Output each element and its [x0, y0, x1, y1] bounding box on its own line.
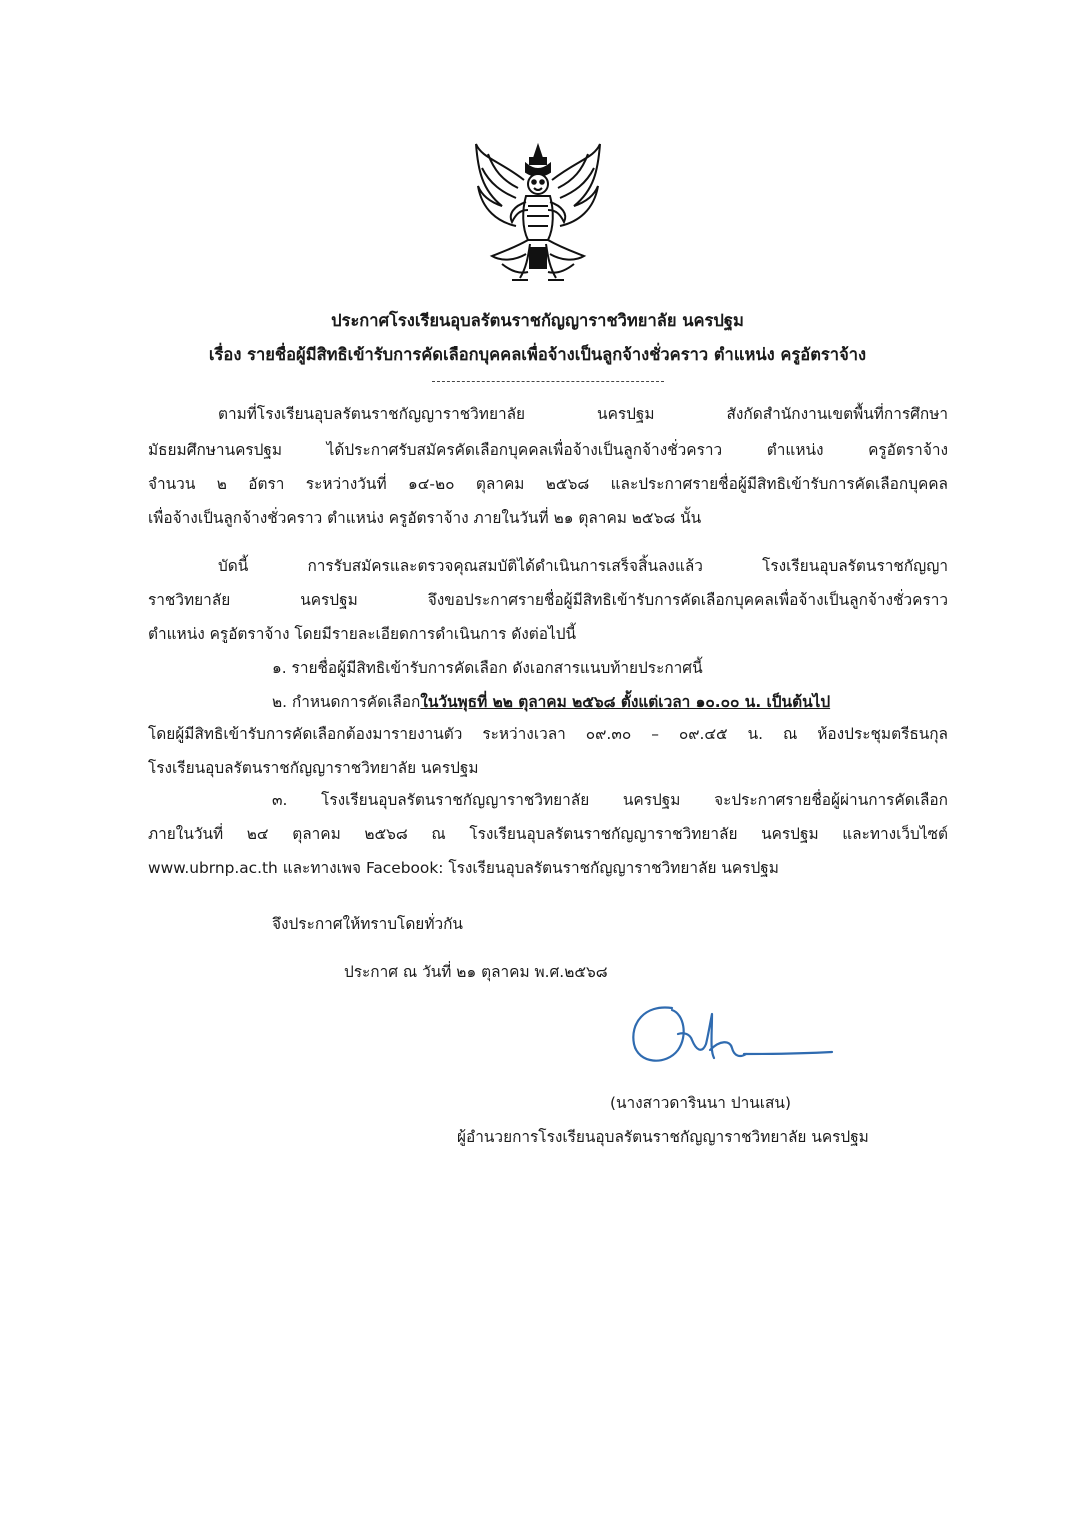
item-2-line-2: โดยผู้มีสิทธิเข้ารับการคัดเลือกต้องมารายงานตัว ระหว่างเวลา ๐๙.๓๐ – ๐๙.๔๕ น. ณ ห้องประชุมตรีธนกุล [148, 725, 948, 743]
signatory-position: ผู้อำนวยการโรงเรียนอุบลรัตนราชกัญญาราชวิทยาลัย นครปฐม [457, 1128, 869, 1146]
item-3-line-2: ภายในวันที่ ๒๔ ตุลาคม ๒๕๖๘ ณ โรงเรียนอุบลรัตนราชกัญญาราชวิทยาลัย นครปฐม และทางเว็บไซต์ [148, 825, 948, 843]
item-2-schedule-emphasis: ในวันพุธที่ ๒๒ ตุลาคม ๒๕๖๘ ตั้งแต่เวลา ๑๐.๐๐ น. เป็นต้นไป [420, 693, 831, 711]
announcement-date: ประกาศ ณ วันที่ ๒๑ ตุลาคม พ.ศ.๒๕๖๘ [344, 963, 608, 981]
para1-line-1: ตามที่โรงเรียนอุบลรัตนราชกัญญาราชวิทยาลัย นครปฐม สังกัดสำนักงานเขตพื้นที่การศึกษา [218, 405, 948, 423]
item-1: ๑. รายชื่อผู้มีสิทธิเข้ารับการคัดเลือก ดังเอกสารแนบท้ายประกาศนี้ [272, 659, 703, 677]
signatory-name: (นางสาวดารินนา ปานเสน) [610, 1094, 791, 1112]
para1-line-3: จำนวน ๒ อัตรา ระหว่างวันที่ ๑๔-๒๐ ตุลาคม ๒๕๖๘ และประกาศรายชื่อผู้มีสิทธิเข้ารับการคัดเลือกบุคคล [148, 475, 948, 493]
item-2-line-3: โรงเรียนอุบลรัตนราชกัญญาราชวิทยาลัย นครปฐม [148, 759, 479, 777]
para1-line-4: เพื่อจ้างเป็นลูกจ้างชั่วคราว ตำแหน่ง ครูอัตราจ้าง ภายในวันที่ ๒๑ ตุลาคม ๒๕๖๘ นั้น [148, 509, 702, 527]
title-divider [432, 381, 664, 382]
para2-line-3: ตำแหน่ง ครูอัตราจ้าง โดยมีรายละเอียดการดำเนินการ ดังต่อไปนี้ [148, 625, 577, 643]
para1-line-2: มัธยมศึกษานครปฐม ได้ประกาศรับสมัครคัดเลือกบุคคลเพื่อจ้างเป็นลูกจ้างชั่วคราว ตำแหน่ง ครูอัตราจ้าง [148, 441, 948, 459]
handwritten-signature [626, 994, 838, 1076]
para2-line-2: ราชวิทยาลัย นครปฐม จึงขอประกาศรายชื่อผู้มีสิทธิเข้ารับการคัดเลือกบุคคลเพื่อจ้างเป็นลูกจ้างชั่วคราว [148, 591, 948, 609]
announcement-subject: เรื่อง รายชื่อผู้มีสิทธิเข้ารับการคัดเลือกบุคคลเพื่อจ้างเป็นลูกจ้างชั่วคราว ตำแหน่ง ครูอัตราจ้าง [208, 345, 867, 364]
closing-statement: จึงประกาศให้ทราบโดยทั่วกัน [272, 915, 463, 933]
item-2 [272, 692, 830, 712]
para2-line-1: บัดนี้ การรับสมัครและตรวจคุณสมบัติได้ดำเนินการเสร็จสิ้นลงแล้ว โรงเรียนอุบลรัตนราชกัญญา [218, 557, 948, 575]
garuda-emblem-icon [468, 140, 608, 288]
item-3-line-1: ๓. โรงเรียนอุบลรัตนราชกัญญาราชวิทยาลัย นครปฐม จะประกาศรายชื่อผู้ผ่านการคัดเลือก [272, 791, 948, 809]
announcement-title: ประกาศโรงเรียนอุบลรัตนราชกัญญาราชวิทยาลัย นครปฐม [331, 311, 744, 330]
item-3-line-3: www.ubrnp.ac.th และทางเพจ Facebook: โรงเรียนอุบลรัตนราชกัญญาราชวิทยาลัย นครปฐม [148, 859, 779, 877]
item-2-prefix: ๒. กำหนดการคัดเลือก [272, 693, 421, 711]
